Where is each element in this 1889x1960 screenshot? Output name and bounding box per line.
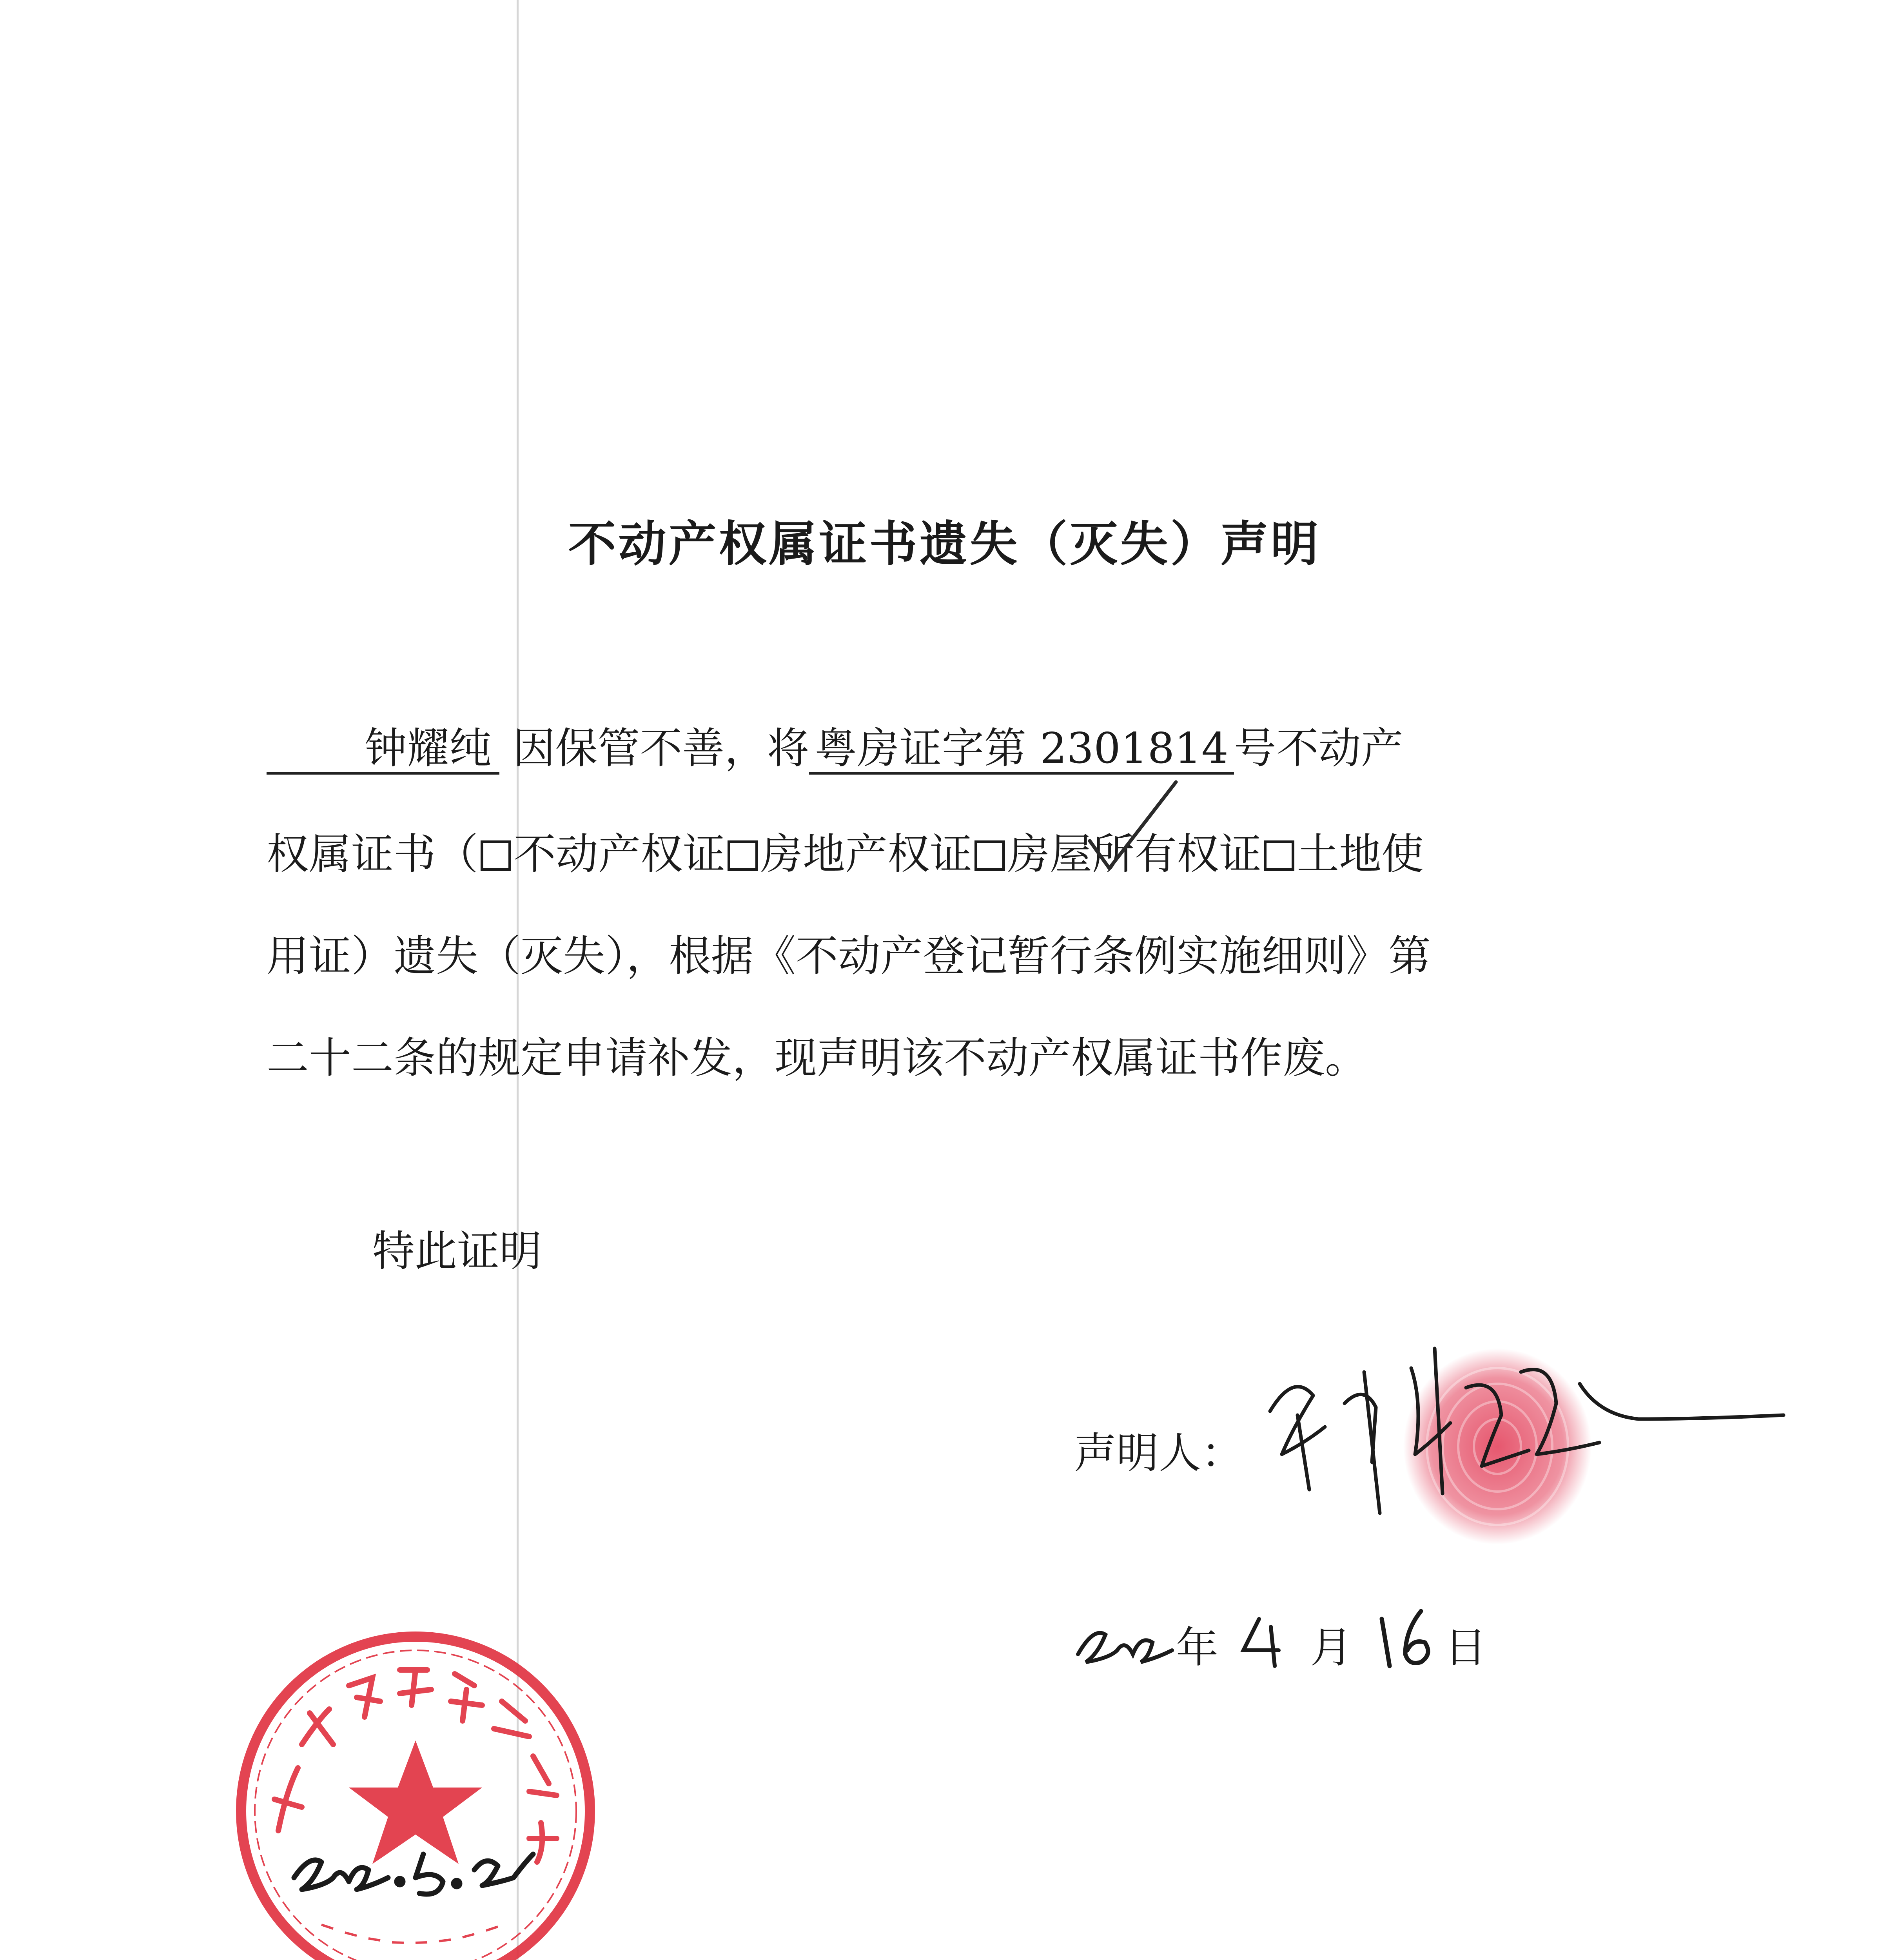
checkbox-option-2 (728, 840, 758, 871)
certificate-number: 粤房证字第 2301814 (809, 725, 1234, 775)
body-text-2: 号不动产 (1234, 724, 1403, 773)
handwritten-month (1232, 1611, 1310, 1670)
handwritten-day (1366, 1607, 1444, 1670)
checkbox-option-3 (974, 840, 1005, 871)
checkbox-option-1 (481, 840, 511, 871)
handwritten-year (1074, 1611, 1176, 1670)
checkmark-icon (1082, 778, 1184, 880)
body-line-1 (267, 721, 1403, 776)
statement-text: 特此证明 (372, 1227, 542, 1276)
declarant-signature (1247, 1325, 1795, 1544)
option-label-1: 不动产权证 (514, 830, 726, 879)
body-line-2 (267, 827, 1424, 882)
body-line-3: 用证）遗失（灭失），根据《不动产登记暂行条例实施细则》第 (267, 932, 1431, 981)
day-label: 日 (1444, 1623, 1487, 1672)
signing-date (1074, 1607, 1487, 1674)
declarant-name: 钟耀纯 (267, 725, 499, 775)
option-label-4: 土地使 (1297, 830, 1424, 879)
option-label-3: 房屋所有权证 (1007, 830, 1262, 879)
document-title: 不动产权属证书遗失（灭失）声明 (568, 516, 1321, 572)
option-label-2: 房地产权证 (760, 830, 973, 879)
checkbox-option-4 (1264, 840, 1294, 871)
year-label: 年 (1176, 1623, 1219, 1672)
body-line-4: 二十二条的规定申请补发，现声明该不动产权属证书作废。 (267, 1034, 1368, 1083)
official-seal (231, 1627, 600, 1960)
signer-label: 声明人： (1074, 1429, 1244, 1478)
body-text-1: 因保管不善，将 (499, 724, 809, 773)
body-text-3: 权属证书（ (267, 830, 479, 879)
month-label: 月 (1310, 1623, 1353, 1672)
